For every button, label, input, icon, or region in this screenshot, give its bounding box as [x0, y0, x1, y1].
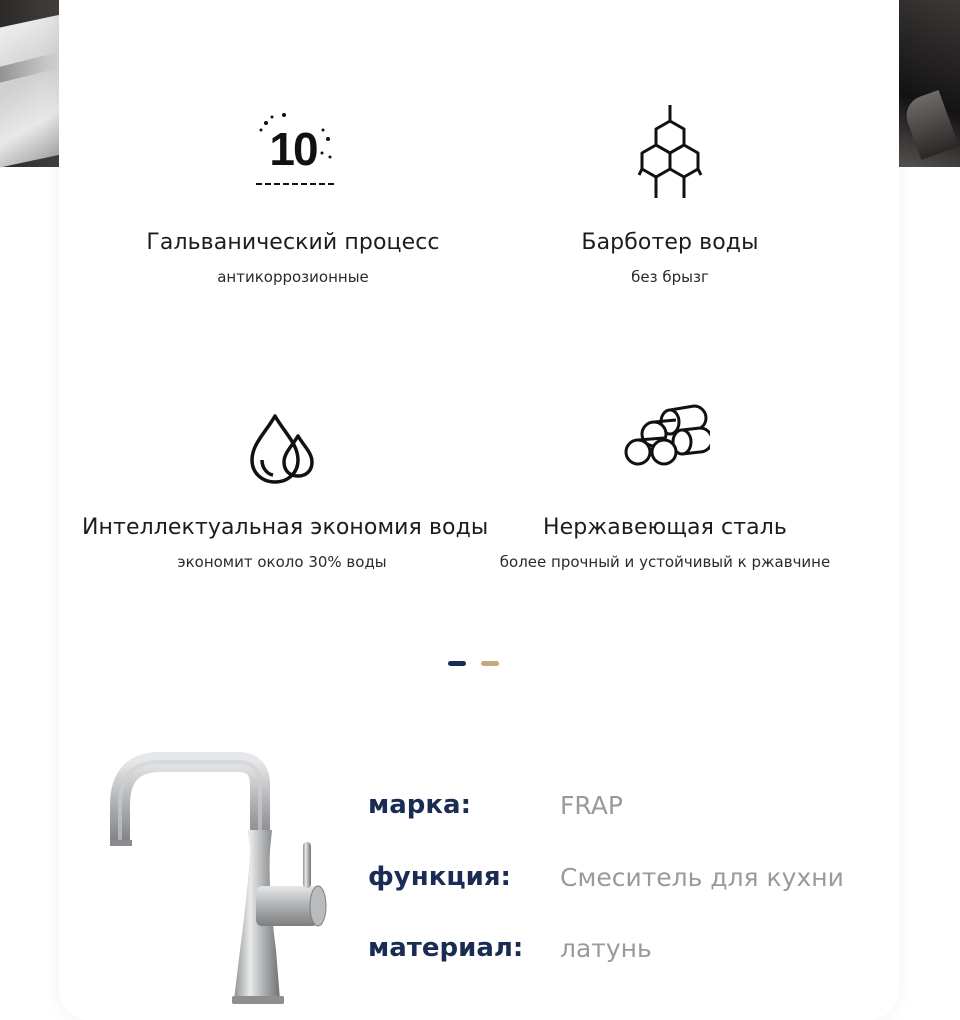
feature-subtitle: антикоррозионные — [217, 268, 369, 286]
feature-stainless-steel — [465, 400, 865, 571]
faucet-image — [110, 750, 350, 1008]
feature-title: Барботер воды — [581, 230, 759, 255]
feature-galvanic — [143, 100, 443, 286]
honeycomb-icon — [625, 103, 715, 203]
feature-subtitle: экономит около 30% воды — [177, 553, 387, 571]
carousel-dot-active[interactable] — [448, 661, 466, 666]
feature-title: Интеллектуальная экономия воды — [82, 515, 489, 540]
feature-title: Нержавеющая сталь — [543, 515, 787, 540]
carousel-dot[interactable] — [481, 661, 499, 666]
ten-years-icon — [248, 105, 338, 195]
ten-years-label: 10 — [269, 123, 317, 175]
feature-subtitle: без брызг — [631, 268, 709, 286]
feature-subtitle: более прочный и устойчивый к ржавчине — [499, 553, 831, 571]
spec-label: функция: — [368, 862, 511, 892]
water-drops-icon — [242, 408, 322, 488]
spec-value: латунь — [560, 934, 652, 963]
spec-label: марка: — [368, 790, 471, 820]
spec-label: материал: — [368, 933, 524, 963]
feature-title: Гальванический процесс — [146, 230, 440, 255]
steel-pipes-icon — [620, 402, 710, 472]
feature-aerator — [520, 100, 820, 286]
spec-value: FRAP — [560, 791, 623, 820]
spec-value: Смеситель для кухни — [560, 863, 844, 892]
feature-water-saving — [82, 400, 489, 571]
